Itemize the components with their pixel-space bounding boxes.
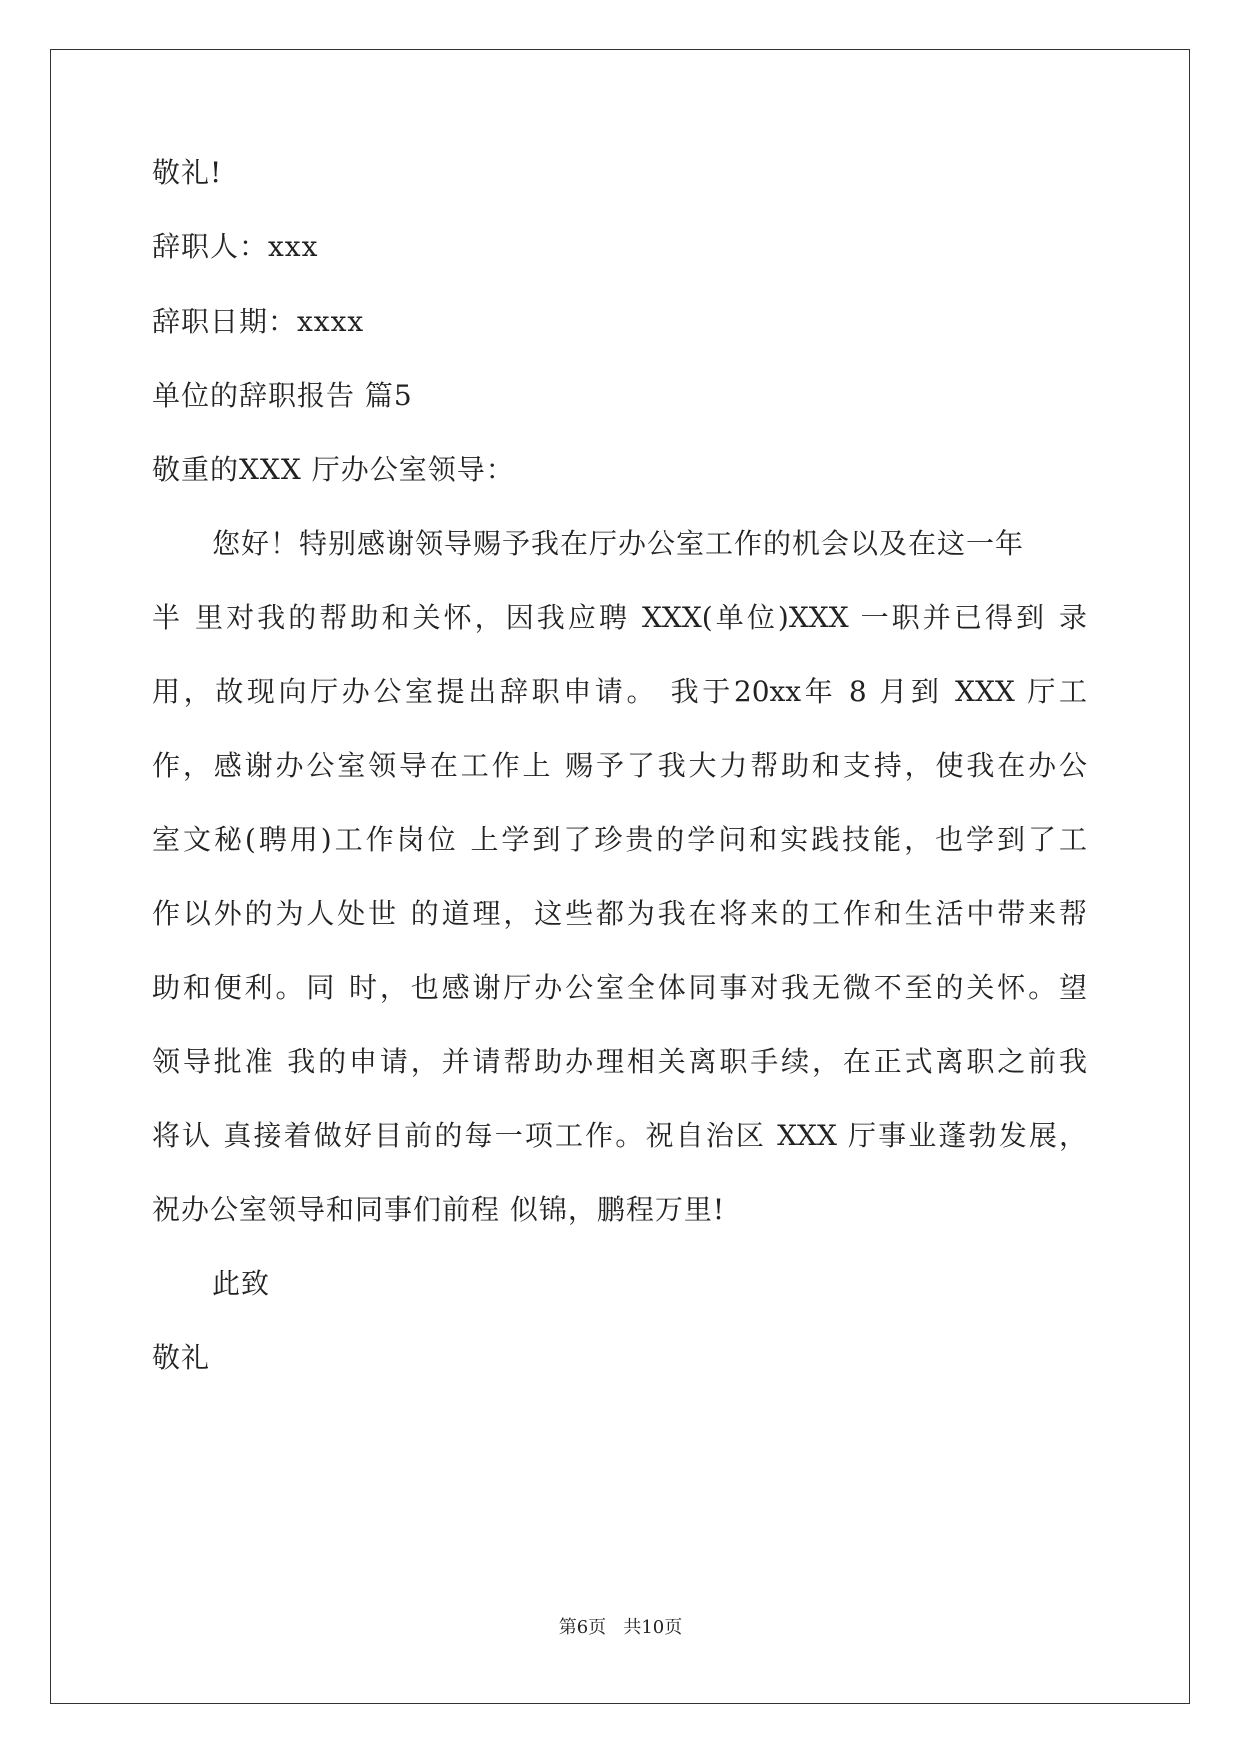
paragraph-line-1: 您好！特别感谢领导赐予我在厅办公室工作的机会以及在这一年 <box>212 527 1025 560</box>
letter-addressee: 敬重的XXX 厅办公室领导： <box>152 453 515 486</box>
paragraph-line-2: 半 里对我的帮助和关怀，因我应聘 XXX(单位)XXX 一职并已得到 录 <box>152 601 1087 634</box>
paragraph-line-9: 将认 真接着做好目前的每一项工作。祝自治区 XXX 厅事业蓬勃发展， <box>152 1119 1087 1152</box>
section-title: 单位的辞职报告 篇5 <box>152 379 413 412</box>
paragraph-line-3: 用，故现向厅办公室提出辞职申请。 我于20xx年 8 月到 XXX 厅工 <box>152 675 1087 708</box>
resigner-line: 辞职人：xxx <box>152 230 319 263</box>
paragraph-line-5: 室文秘(聘用)工作岗位 上学到了珍贵的学问和实践技能，也学到了工 <box>152 823 1087 856</box>
page-footer <box>0 1616 1241 1640</box>
paragraph-line-10: 祝办公室领导和同事们前程 似锦，鹏程万里! <box>152 1193 726 1226</box>
page-number: 第6页 <box>558 1617 607 1638</box>
paragraph-line-4: 作，感谢办公室领导在工作上 赐予了我大力帮助和支持，使我在办公 <box>152 749 1087 782</box>
paragraph-line-6: 作以外的为人处世 的道理，这些都为我在将来的工作和生活中带来帮 <box>152 897 1087 930</box>
greeting-respect: 敬礼! <box>152 156 223 189</box>
paragraph-line-8: 领导批准 我的申请，并请帮助办理相关离职手续，在正式离职之前我 <box>152 1045 1087 1078</box>
page-border <box>50 49 1190 1704</box>
page-total: 共10页 <box>623 1617 683 1638</box>
salutation-line: 敬礼 <box>152 1341 211 1374</box>
closing-line: 此致 <box>212 1267 271 1300</box>
paragraph-line-7: 助和便利。同 时，也感谢厅办公室全体同事对我无微不至的关怀。望 <box>152 971 1087 1004</box>
resign-date-line: 辞职日期：xxxx <box>152 305 365 338</box>
